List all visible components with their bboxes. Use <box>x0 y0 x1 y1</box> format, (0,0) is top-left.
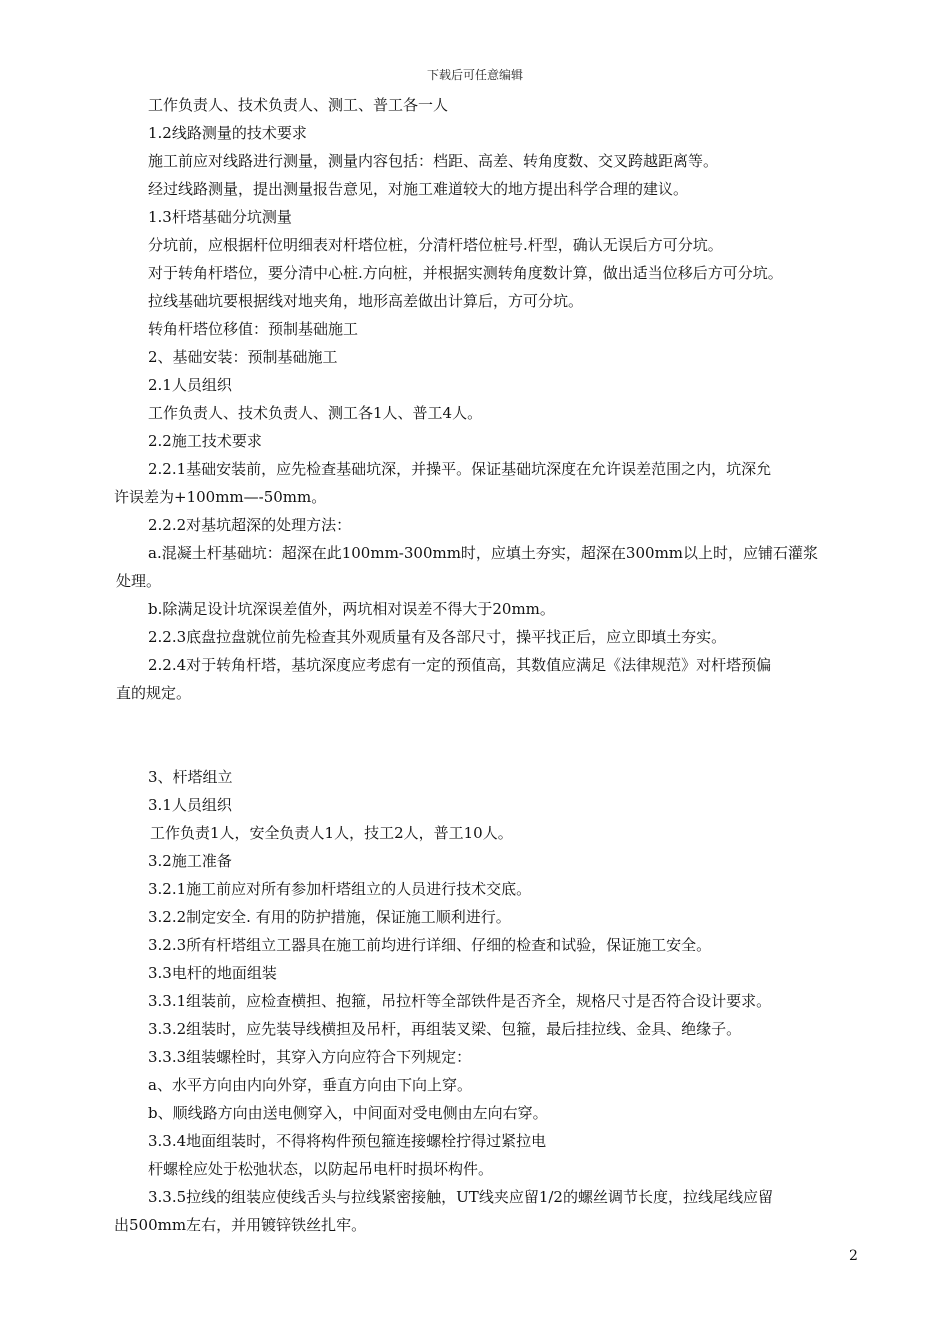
text-line: 对于转角杆塔位，要分清中心桩.方向桩，并根据实测转角度数计算，做出适当位移后方可分坑。 <box>148 264 783 282</box>
text-line: 3.2.3所有杆塔组立工器具在施工前均进行详细、仔细的检查和试验，保证施工安全。 <box>148 936 712 954</box>
text-line: 工作负责人、技术负责人、测工各1人、普工4人。 <box>148 404 483 422</box>
text-line: 工作负责人、技术负责人、测工、普工各一人 <box>148 96 449 114</box>
section-heading: 1.3杆塔基础分坑测量 <box>148 208 292 226</box>
section-heading: 3.2施工准备 <box>148 852 232 870</box>
section-heading: 2、基础安装：预制基础施工 <box>148 348 338 366</box>
section-heading: 1.2线路测量的技术要求 <box>148 124 307 142</box>
text-line: 2.2.2对基坑超深的处理方法： <box>148 516 352 534</box>
text-line: b.除满足设计坑深误差值外，两坑相对误差不得大于20mm。 <box>148 600 555 618</box>
text-line: 经过线路测量，提出测量报告意见，对施工难道较大的地方提出科学合理的建议。 <box>148 180 689 198</box>
section-heading: 3.1人员组织 <box>148 796 232 814</box>
text-line: 转角杆塔位移值：预制基础施工 <box>148 320 359 338</box>
section-heading: 2.2施工技术要求 <box>148 432 262 450</box>
text-line: 施工前应对线路进行测量，测量内容包括：档距、高差、转角度数、交叉跨越距离等。 <box>148 152 719 170</box>
section-heading: 3.3电杆的地面组装 <box>148 964 277 982</box>
text-line: 出500mm左右，并用镀锌铁丝扎牢。 <box>114 1216 367 1234</box>
text-line: 许误差为+100mm—-50mm。 <box>114 488 327 506</box>
page-header: 下载后可任意编辑 <box>426 68 523 82</box>
text-line: 2.2.3底盘拉盘就位前先检查其外观质量有及各部尺寸，操平找正后，应立即填土夯实。 <box>148 628 727 646</box>
text-line: 3.3.5拉线的组装应使线舌头与拉线紧密接触，UT线夹应留1/2的螺丝调节长度，拉线尾线应留 <box>148 1188 773 1206</box>
text-line: 分坑前，应根据杆位明细表对杆塔位桩，分清杆塔位桩号.杆型，确认无误后方可分坑。 <box>148 236 723 254</box>
text-line: 3.2.2制定安全. 有用的防护措施，保证施工顺利进行。 <box>148 908 511 926</box>
text-line: a、水平方向由内向外穿，垂直方向由下向上穿。 <box>148 1076 472 1094</box>
text-line: 直的规定。 <box>116 684 192 702</box>
text-line: 2.2.4对于转角杆塔，基坑深度应考虑有一定的预值高，其数值应满足《法律规范》对杆塔预偏 <box>148 656 772 674</box>
text-line: b、顺线路方向由送电侧穿入，中间面对受电侧由左向右穿。 <box>148 1104 548 1122</box>
text-line: 3.3.2组装时，应先装导线横担及吊杆，再组装叉梁、包箍，最后挂拉线、金具、绝缘子。 <box>148 1020 742 1038</box>
text-line: 杆螺栓应处于松弛状态，以防起吊电杆时损坏构件。 <box>148 1160 494 1178</box>
text-line: 3.3.1组装前，应检查横担、抱箍，吊拉杆等全部铁件是否齐全，规格尺寸是否符合设计要求。 <box>148 992 772 1010</box>
text-line: 3.3.3组装螺栓时，其穿入方向应符合下列规定： <box>148 1048 472 1066</box>
section-heading: 3、杆塔组立 <box>148 768 233 786</box>
text-line: 2.2.1基础安装前，应先检查基础坑深，并操平。保证基础坑深度在允许误差范围之内，坑深允 <box>148 460 772 478</box>
text-line: 3.2.1施工前应对所有参加杆塔组立的人员进行技术交底。 <box>148 880 532 898</box>
section-heading: 2.1人员组织 <box>148 376 232 394</box>
text-line: 处理。 <box>116 572 162 590</box>
text-line: 3.3.4地面组装时，不得将构件预包箍连接螺栓拧得过紧拉电 <box>148 1132 547 1150</box>
page-number: 2 <box>849 1248 858 1264</box>
text-line: 工作负责1人，安全负责人1人，技工2人，普工10人。 <box>150 824 513 842</box>
text-line: a.混凝土杆基础坑：超深在此100mm-300mm时，应填土夯实，超深在300mm以上时，应铺石灌浆 <box>148 544 819 562</box>
text-line: 拉线基础坑要根据线对地夹角，地形高差做出计算后，方可分坑。 <box>148 292 584 310</box>
